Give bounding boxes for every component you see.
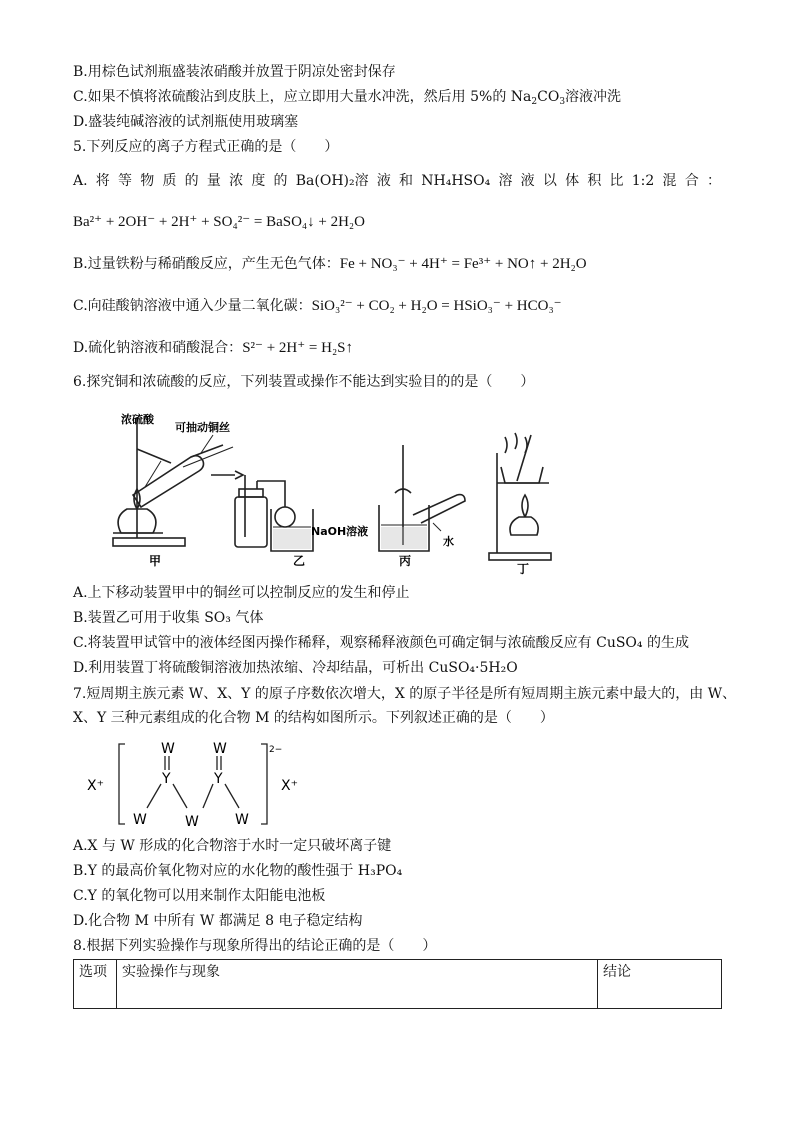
q7-structure-figure [85, 738, 325, 830]
q5-option-a-word: 溶 [498, 173, 513, 189]
q6-option-d: D.利用装置丁将硫酸铜溶液加热浓缩、冷却结晶，可析出 CuSO₄·5H₂O [73, 660, 518, 676]
glass-rod-2 [517, 435, 531, 481]
q5-option-a-word: 等 [118, 173, 132, 189]
q5-option-a-word: 体 [565, 173, 580, 189]
apparatus-diagram [73, 405, 573, 575]
cation-right: X⁺ [281, 778, 298, 794]
q7-stem-line1: 7.短周期主族元素 W、X、Y 的原子序数依次增大，X 的原子半径是所有短周期主族元素中最大的，由 W、 [73, 686, 737, 702]
q8-table [73, 959, 722, 1009]
atom-y-left: Y [162, 771, 171, 787]
table-row [74, 960, 722, 1009]
q5-option-a-word: 合 [684, 173, 699, 189]
wire-label: 可抽动铜丝 [175, 421, 230, 434]
acid-label: 浓硫酸 [121, 413, 154, 426]
header-option: 选项 [74, 960, 117, 1009]
atom-y-right: Y [214, 771, 223, 787]
q5-option-a-word: 的 [273, 173, 288, 189]
q6-option-a: A.上下移动装置甲中的铜丝可以控制反应的发生和停止 [73, 585, 410, 601]
q5-option-c: C.向硅酸钠溶液中通入少量二氧化碳：SiO₃²⁻ + CO₂ + H₂O = HSiO₃⁻ + HCO₃⁻ [73, 298, 562, 314]
evaporating-dish [501, 467, 543, 483]
q5-option-d: D.硫化钠溶液和硝酸混合：S²⁻ + 2H⁺ = H₂S↑ [73, 340, 354, 356]
q7-stem-line2: X、Y 三种元素组成的化合物 M 的结构如图所示。下列叙述正确的是（ ） [73, 710, 554, 726]
q5-option-a-word: 液 [520, 173, 535, 189]
inverted-funnel [275, 507, 295, 527]
q5-option-a-word: 物 [140, 173, 155, 189]
q6-apparatus-figure [73, 405, 573, 575]
label-ding: 丁 [517, 562, 530, 575]
q5-option-b: B.过量铁粉与稀硝酸反应，产生无色气体：Fe + NO₃⁻ + 4H⁺ = Fe³⁺ + NO↑ + 2H₂O [73, 256, 587, 272]
q5-option-a-word: ： [706, 173, 721, 189]
q5-option-a-word: 的 [184, 173, 199, 189]
atom-w-bottom-3: W [235, 812, 249, 828]
q4-option-d: D.盛装纯碱溶液的试剂瓶使用玻璃塞 [73, 114, 299, 130]
anion-charge: 2− [269, 745, 283, 755]
label-bing: 丙 [399, 554, 412, 568]
q5-option-a-word: 量 [206, 173, 221, 189]
label-jia: 甲 [149, 554, 162, 568]
q8-stem: 8.根据下列实验操作与现象所得出的结论正确的是（ ） [73, 938, 437, 954]
q7-option-c: C.Y 的氧化物可以用来制作太阳能电池板 [73, 888, 326, 904]
alcohol-lamp-2 [510, 517, 538, 535]
q7-option-d: D.化合物 M 中所有 W 都满足 8 电子稳定结构 [73, 913, 363, 929]
label-yi: 乙 [293, 554, 306, 568]
right-bracket [261, 744, 267, 824]
q5-option-a-word: 以 [542, 173, 557, 189]
q5-option-a-word: 比 [609, 173, 624, 189]
q5-option-a-word: 质 [162, 173, 177, 189]
q5-option-a-equation: Ba²⁺ + 2OH⁻ + 2H⁺ + SO₄²⁻ = BaSO₄↓ + 2H₂O [73, 214, 365, 230]
q5-option-a-word: 混 [662, 173, 677, 189]
q5-option-a-word: 浓 [229, 173, 244, 189]
q5-option-a-word: Ba(OH)₂溶 [295, 173, 369, 189]
q5-option-a-word: 将 [95, 173, 110, 189]
q6-option-b: B.装置乙可用于收集 SO₃ 气体 [73, 610, 264, 626]
atom-w-bottom-2: W [185, 814, 199, 830]
q5-option-a [73, 171, 721, 191]
atom-w-top-right: W [213, 741, 227, 757]
q5-stem: 5.下列反应的离子方程式正确的是（ ） [73, 139, 339, 155]
left-bracket [119, 744, 125, 824]
q7-option-a: A.X 与 W 形成的化合物溶于水时一定只破坏离子键 [73, 838, 392, 854]
q5-option-a-word: NH₄HSO₄ [421, 173, 491, 189]
q5-option-a-word: 1:2 [631, 173, 655, 189]
q5-option-a-word: 和 [399, 173, 414, 189]
q5-option-a-word: A. [73, 173, 88, 189]
q5-option-a-word: 液 [376, 173, 391, 189]
q6-stem: 6.探究铜和浓硫酸的反应，下列装置或操作不能达到实验目的的是（ ） [73, 374, 535, 390]
stand-base [113, 538, 185, 546]
q6-option-c: C.将装置甲试管中的液体经图丙操作稀释，观察稀释液颜色可确定铜与浓硫酸反应有 CuSO₄ 的生成 [73, 635, 689, 651]
atom-w-top-left: W [161, 741, 175, 757]
q7-option-b: B.Y 的最高价氧化物对应的水化物的酸性强于 H₃PO₄ [73, 863, 403, 879]
gas-bottle [235, 497, 267, 547]
structure-diagram [85, 738, 325, 830]
header-operation: 实验操作与现象 [117, 960, 598, 1009]
stand-base-2 [489, 553, 551, 560]
header-conclusion: 结论 [598, 960, 722, 1009]
q5-option-a-word: 度 [251, 173, 266, 189]
water-label: 水 [443, 535, 454, 548]
q4-option-c: C.如果不慎将浓硫酸沾到皮肤上，应立即用大量水冲洗，然后用 5%的 $Na_2CO_3$溶液冲洗 [73, 89, 622, 107]
pouring-tube [413, 495, 465, 523]
q5-option-a-word: 积 [587, 173, 602, 189]
naoh-label: NaOH溶液 [311, 525, 369, 538]
cation-left: X⁺ [87, 778, 104, 794]
q4-option-b: B.用棕色试剂瓶盛装浓硝酸并放置于阴凉处密封保存 [73, 64, 396, 80]
atom-w-bottom-1: W [133, 812, 147, 828]
